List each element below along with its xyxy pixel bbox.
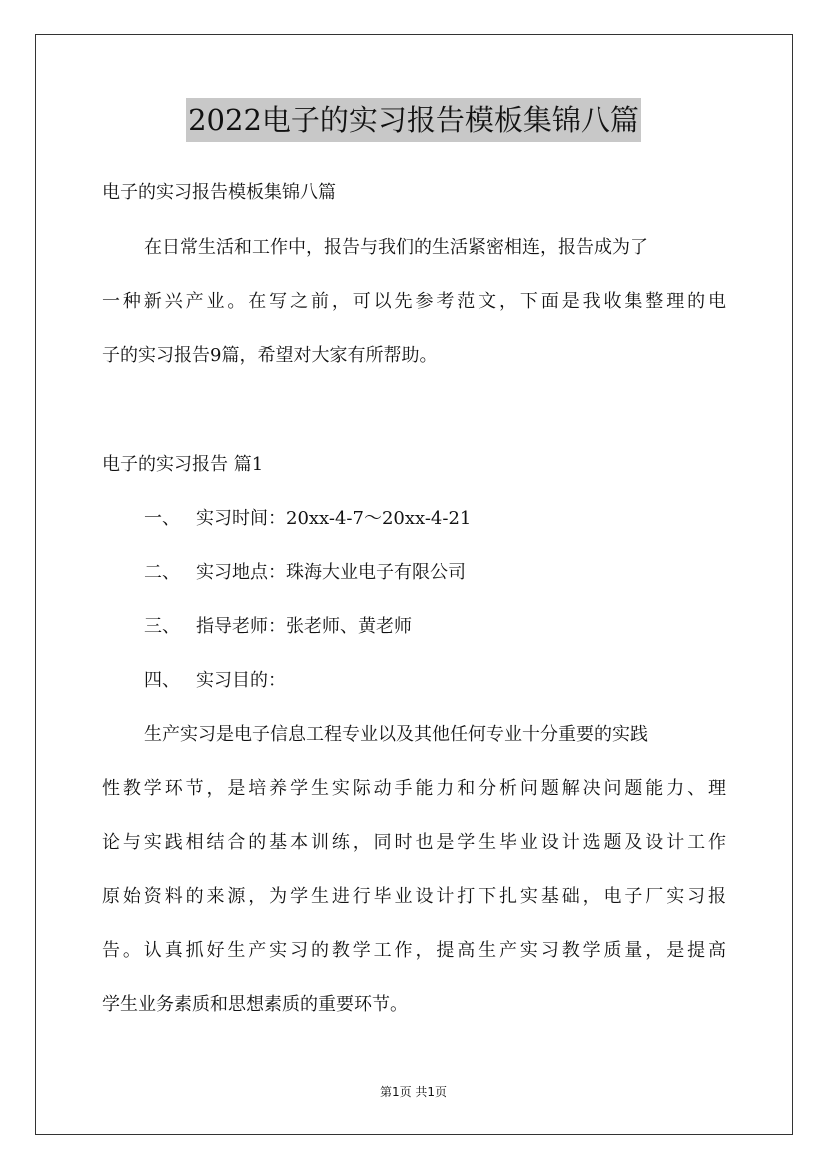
body-line-3: 论与实践相结合的基本训练，同时也是学生毕业设计选题及设计工作 xyxy=(102,832,726,853)
section-heading: 电子的实习报告 篇1 xyxy=(102,454,264,475)
list-number: 四、 xyxy=(144,670,180,691)
list-number: 三、 xyxy=(144,616,180,637)
document-title xyxy=(0,98,827,142)
list-item-time xyxy=(144,507,471,531)
list-item-purpose xyxy=(144,669,286,693)
intro-line-2: 一种新兴产业。在写之前，可以先参考范文，下面是我收集整理的电 xyxy=(102,291,726,312)
document-title-text: 2022电子的实习报告模板集锦八篇 xyxy=(186,98,641,142)
list-number: 一、 xyxy=(144,508,180,529)
list-text: 指导老师：张老师、黄老师 xyxy=(196,616,412,637)
body-line-1: 生产实习是电子信息工程专业以及其他任何专业十分重要的实践 xyxy=(144,724,648,745)
list-text: 实习地点：珠海大业电子有限公司 xyxy=(196,562,466,583)
body-line-4: 原始资料的来源，为学生进行毕业设计打下扎实基础，电子厂实习报 xyxy=(102,886,726,907)
body-line-5: 告。认真抓好生产实习的教学工作，提高生产实习教学质量，是提高 xyxy=(102,940,726,961)
body-line-6: 学生业务素质和思想素质的重要环节。 xyxy=(102,994,408,1015)
list-text: 实习时间：20xx-4-7～20xx-4-21 xyxy=(196,508,472,529)
page-footer: 第1页 共1页 xyxy=(379,1085,448,1099)
intro-line-1: 在日常生活和工作中，报告与我们的生活紧密相连，报告成为了 xyxy=(144,237,648,258)
list-item-location xyxy=(144,561,466,585)
list-item-teacher xyxy=(144,615,412,639)
list-number: 二、 xyxy=(144,562,180,583)
document-subtitle: 电子的实习报告模板集锦八篇 xyxy=(102,182,336,203)
body-line-2: 性教学环节，是培养学生实际动手能力和分析问题解决问题能力、理 xyxy=(102,778,726,799)
list-text: 实习目的： xyxy=(196,670,286,691)
intro-line-3: 子的实习报告9篇，希望对大家有所帮助。 xyxy=(102,345,438,366)
